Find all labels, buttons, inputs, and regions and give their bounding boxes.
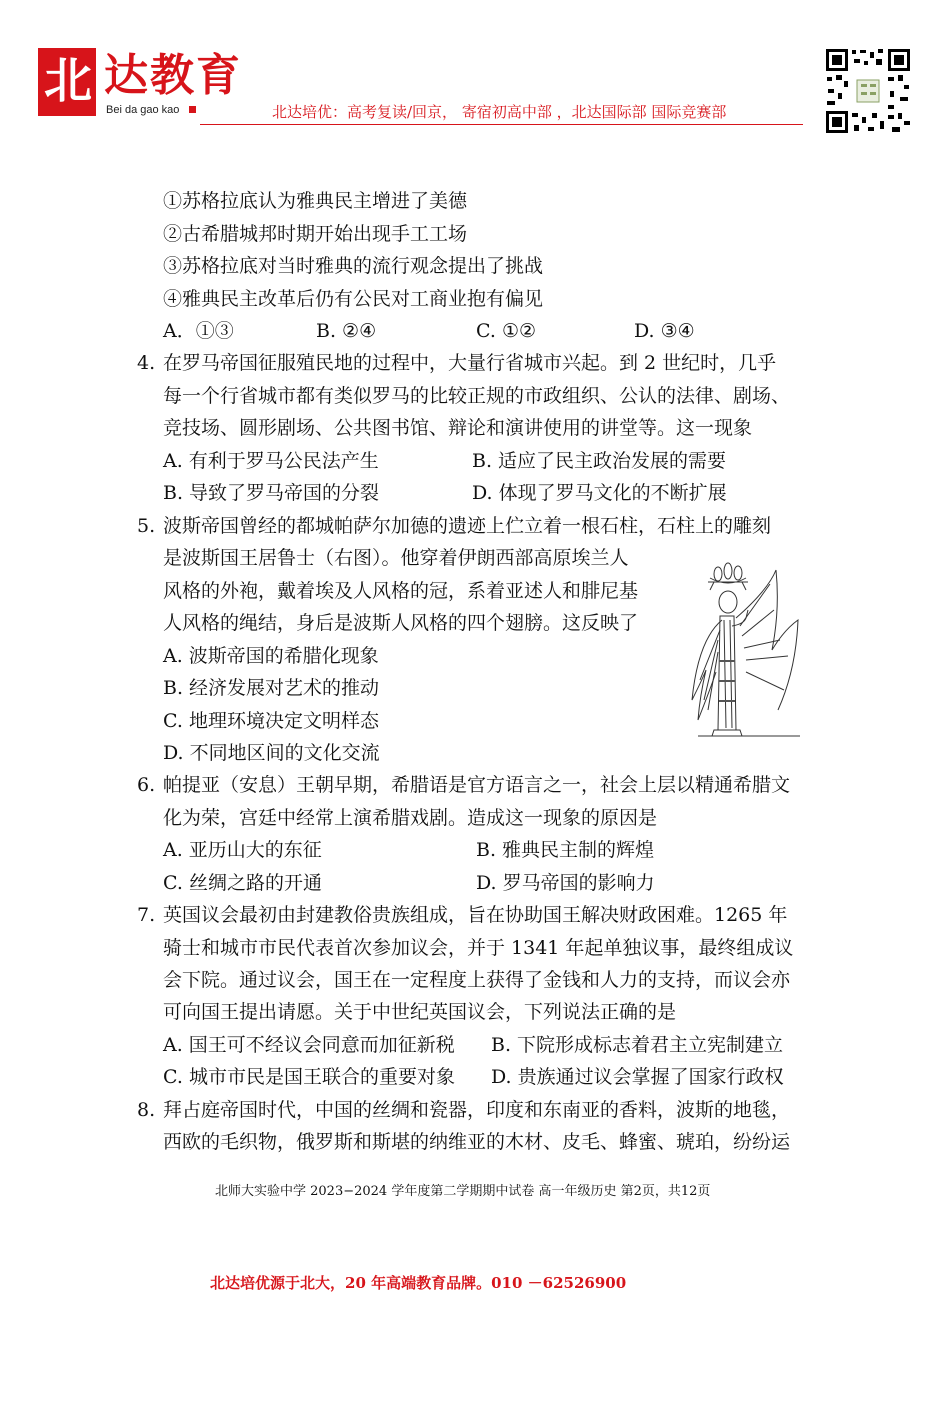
q5-number: 5. [137,515,156,537]
q5-stem-line-3: 风格的外袍，戴着埃及人风格的冠，系着亚述人和腓尼基 [163,580,639,602]
q8-stem-line-2: 西欧的毛织物，俄罗斯和斯堪的纳维亚的木材、皮毛、蜂蜜、琥珀，纷纷运 [163,1131,791,1153]
q3-option-d: D. ③④ [634,320,695,342]
q5-stem-line-1: 波斯帝国曾经的都城帕萨尔加德的遗迹上伫立着一根石柱，石柱上的雕刻 [163,515,772,537]
q6-stem-line-2: 化为荣，宫廷中经常上演希腊戏剧。造成这一现象的原因是 [163,807,658,829]
q5-option-c: C. 地理环境决定文明样态 [163,710,379,732]
q7-stem-line-3: 会下院。通过议会，国王在一定程度上获得了金钱和人力的支持，而议会亦 [163,969,791,991]
q7-option-d: D. 贵族通过议会掌握了国家行政权 [491,1066,784,1088]
q7-option-c: C. 城市市民是国王联合的重要对象 [163,1066,455,1088]
q4-stem-line-1: 在罗马帝国征服殖民地的过程中，大量行省城市兴起。到 2 世纪时，几乎 [163,352,777,374]
q5-stem-line-4: 人风格的绳结，身后是波斯人风格的四个翅膀。这反映了 [163,612,639,634]
q5-option-a: A. 波斯帝国的希腊化现象 [163,645,379,667]
q7-number: 7. [137,904,156,926]
q4-option-c: B. 导致了罗马帝国的分裂 [163,482,380,504]
q7-stem-line-2: 骑士和城市市民代表首次参加议会，并于 1341 年起单独议事，最终组成议 [163,937,794,959]
logo-pinyin: Bei da gao kao [106,104,180,116]
logo-text: 达教育 [104,50,242,101]
q3-statement-3: ③苏格拉底对当时雅典的流行观念提出了挑战 [163,255,544,277]
q7-stem-line-1: 英国议会最初由封建教俗贵族组成，旨在协助国王解决财政困难。1265 年 [163,904,788,926]
logo-square-mark [189,106,196,113]
header-divider [200,124,803,125]
q7-option-b: B. 下院形成标志着君主立宪制建立 [491,1034,784,1056]
q7-stem-line-4: 可向国王提出请愿。关于中世纪英国议会，下列说法正确的是 [163,1001,677,1023]
q3-option-b: B. ②④ [316,320,377,342]
header-slogan: 北达培优：高考复读/回京， 寄宿初高中部 ，北达国际部 国际竞赛部 [272,103,727,121]
q4-option-b: B. 适应了民主政治发展的需要 [472,450,727,472]
q8-number: 8. [137,1099,156,1121]
footer-advertisement: 北达培优源于北大，20 年高端教育品牌。010 －62526900 [210,1274,627,1292]
page-footer-info: 北师大实验中学 2023−2024 学年度第二学期期中试卷 高一年级历史 第2页，共12页 [215,1184,711,1199]
q6-option-a: A. 亚历山大的东征 [163,839,322,861]
q3-statement-1: ①苏格拉底认为雅典民主增进了美德 [163,190,468,212]
q4-option-d: D. 体现了罗马文化的不断扩展 [472,482,727,504]
q5-stem-line-2: 是波斯国王居鲁士（右图）。他穿着伊朗西部高原埃兰人 [163,547,629,569]
winged-figure-relief-icon [688,560,810,742]
q8-stem-line-1: 拜占庭帝国时代，中国的丝绸和瓷器，印度和东南亚的香料，波斯的地毯， [163,1099,791,1121]
q4-stem-line-3: 竞技场、圆形剧场、公共图书馆、辩论和演讲使用的讲堂等。这一现象 [163,417,753,439]
q6-number: 6. [137,774,156,796]
q4-option-a: A. 有利于罗马公民法产生 [163,450,379,472]
q6-option-d: D. 罗马帝国的影响力 [476,872,655,894]
q3-option-a: A．①③ [163,320,234,342]
qr-code-icon [824,47,912,135]
q5-option-b: B. 经济发展对艺术的推动 [163,677,380,699]
q4-stem-line-2: 每一个行省城市都有类似罗马的比较正规的市政组织、公认的法律、剧场、 [163,385,791,407]
q3-option-c: C. ①② [476,320,537,342]
q6-stem-line-1: 帕提亚（安息）王朝早期，希腊语是官方语言之一，社会上层以精通希腊文 [163,774,791,796]
q3-statement-2: ②古希腊城邦时期开始出现手工工场 [163,223,468,245]
q6-option-c: C. 丝绸之路的开通 [163,872,322,894]
logo-main-char: 北 [44,53,93,109]
q7-option-a: A. 国王可不经议会同意而加征新税 [163,1034,455,1056]
q6-option-b: B. 雅典民主制的辉煌 [476,839,655,861]
q4-number: 4. [137,352,156,374]
q5-option-d: D. 不同地区间的文化交流 [163,742,380,764]
q3-statement-4: ④雅典民主改革后仍有公民对工商业抱有偏见 [163,288,544,310]
